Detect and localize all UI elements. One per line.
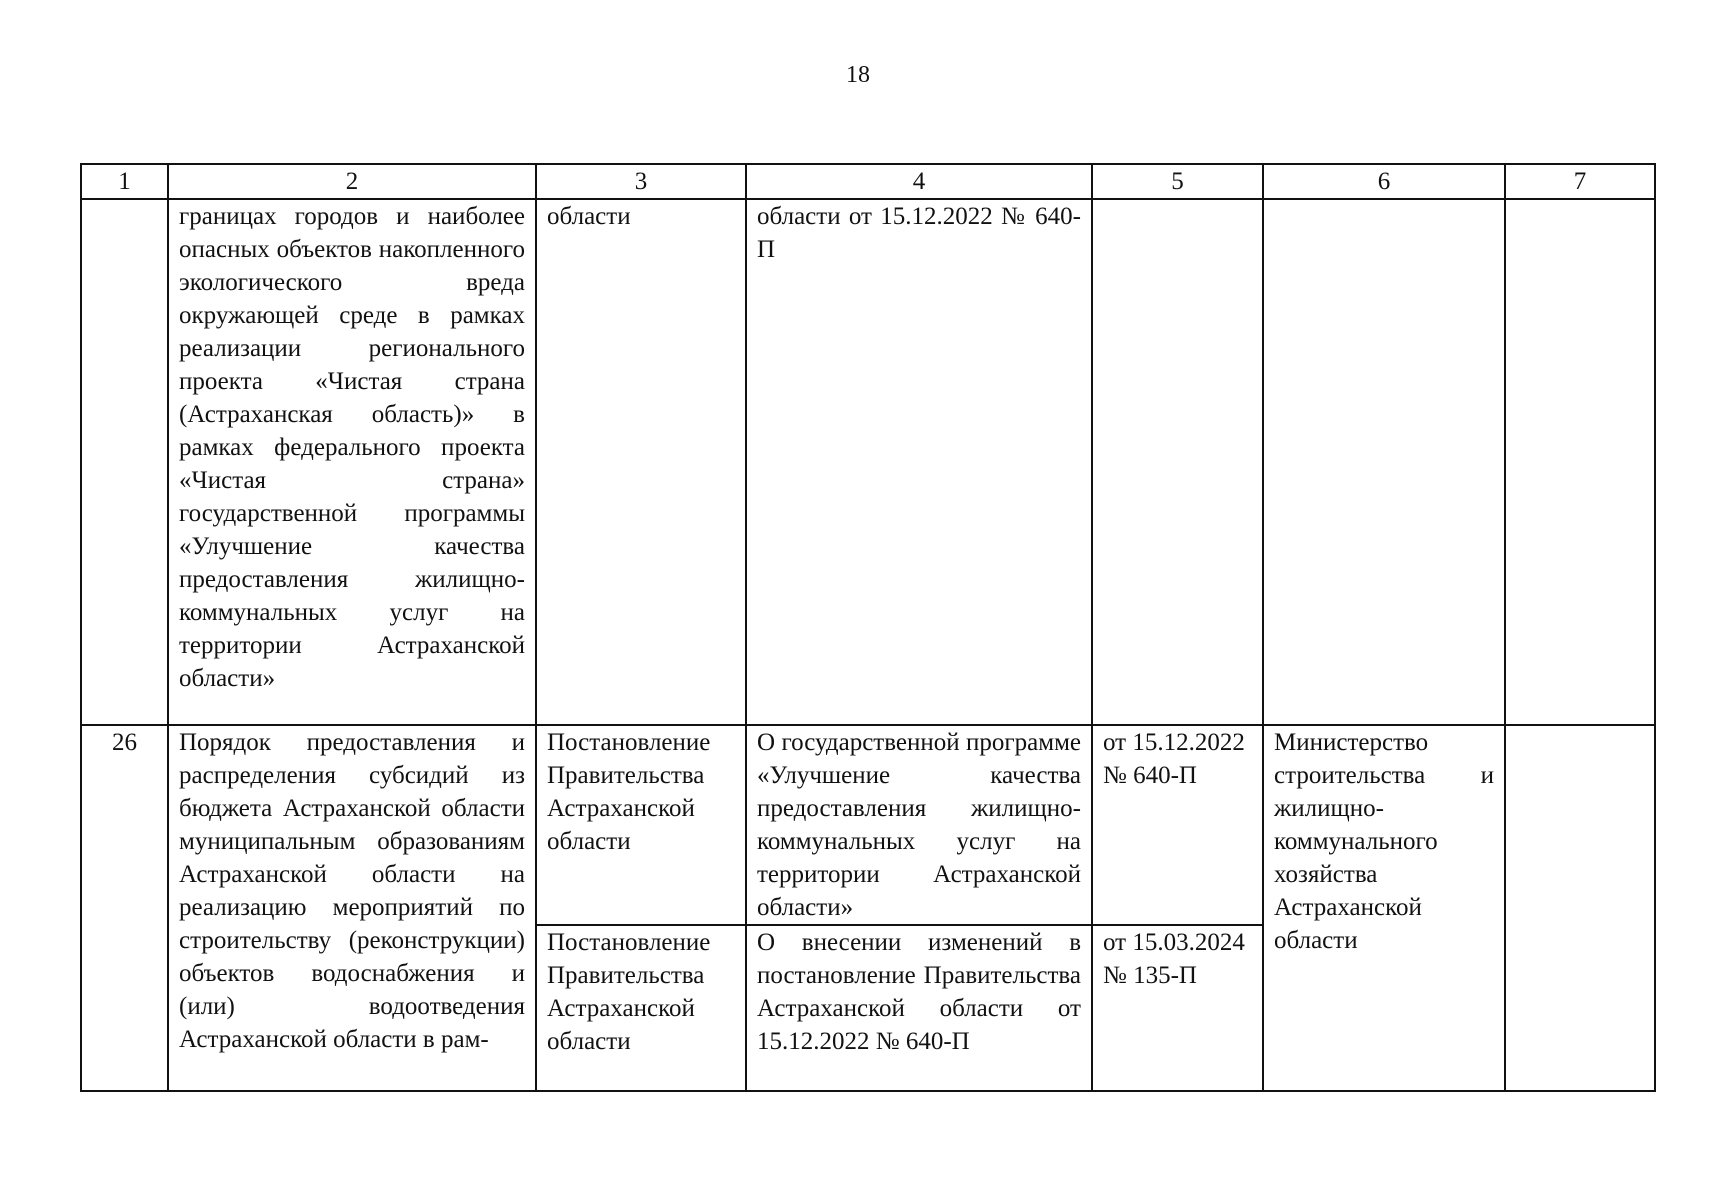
row26-note <box>1505 725 1655 1091</box>
row26-document-title: Порядок предоставления и распределения субсидий из бюджета Астраханской области муниципальным образованиям Астраханской области на реализацию мероприятий по строительству (реконструкции) объектов водоснабжения и (или) водоотведения Астраханской области в рам- <box>168 725 536 1091</box>
header-col-4: 4 <box>746 164 1092 199</box>
row26-act-date-a: от 15.12.2022 № 640-П <box>1092 725 1263 925</box>
header-col-7: 7 <box>1505 164 1655 199</box>
page-number: 18 <box>846 62 870 88</box>
table-row-continued <box>81 199 1655 725</box>
header-col-2: 2 <box>168 164 536 199</box>
header-col-5: 5 <box>1092 164 1263 199</box>
row26-act-date-b: от 15.03.2024 № 135-П <box>1092 925 1263 1091</box>
continued-act-name: области от 15.12.2022 № 640-П <box>746 199 1092 725</box>
header-col-1: 1 <box>81 164 168 199</box>
continued-responsible <box>1263 199 1505 725</box>
continued-document-title: границах городов и наиболее опасных объектов накопленного экологического вреда окружающей среде в рамках реализации регионального проекта «Чистая страна (Астраханская область)» в рамках федерального проекта «Чистая страна» государственной программы «Улучшение качества предоставления жилищно-коммунальных услуг на территории Астраханской области» <box>168 199 536 725</box>
regulations-table <box>80 163 1656 1092</box>
row-number: 26 <box>81 725 168 1091</box>
continued-document-type: области <box>536 199 746 725</box>
header-col-3: 3 <box>536 164 746 199</box>
row26-document-type-a: Постановление Правительства Астраханской области <box>536 725 746 925</box>
continued-act-date <box>1092 199 1263 725</box>
continued-note <box>1505 199 1655 725</box>
row26-act-name-b: О внесении изменений в постановление Правительства Астраханской области от 15.12.2022 № 640-П <box>746 925 1092 1091</box>
row26-responsible: Министерство строительства и жилищно-коммунального хозяйства Астраханской области <box>1263 725 1505 1091</box>
table-row-26a <box>81 725 1655 925</box>
continued-number-cell <box>81 199 168 725</box>
row26-document-type-b: Постановление Правительства Астраханской области <box>536 925 746 1091</box>
header-col-6: 6 <box>1263 164 1505 199</box>
header-row <box>81 164 1655 199</box>
row26-act-name-a: О государственной программе «Улучшение качества предоставления жилищно-коммунальных услуг на территории Астраханской области» <box>746 725 1092 925</box>
